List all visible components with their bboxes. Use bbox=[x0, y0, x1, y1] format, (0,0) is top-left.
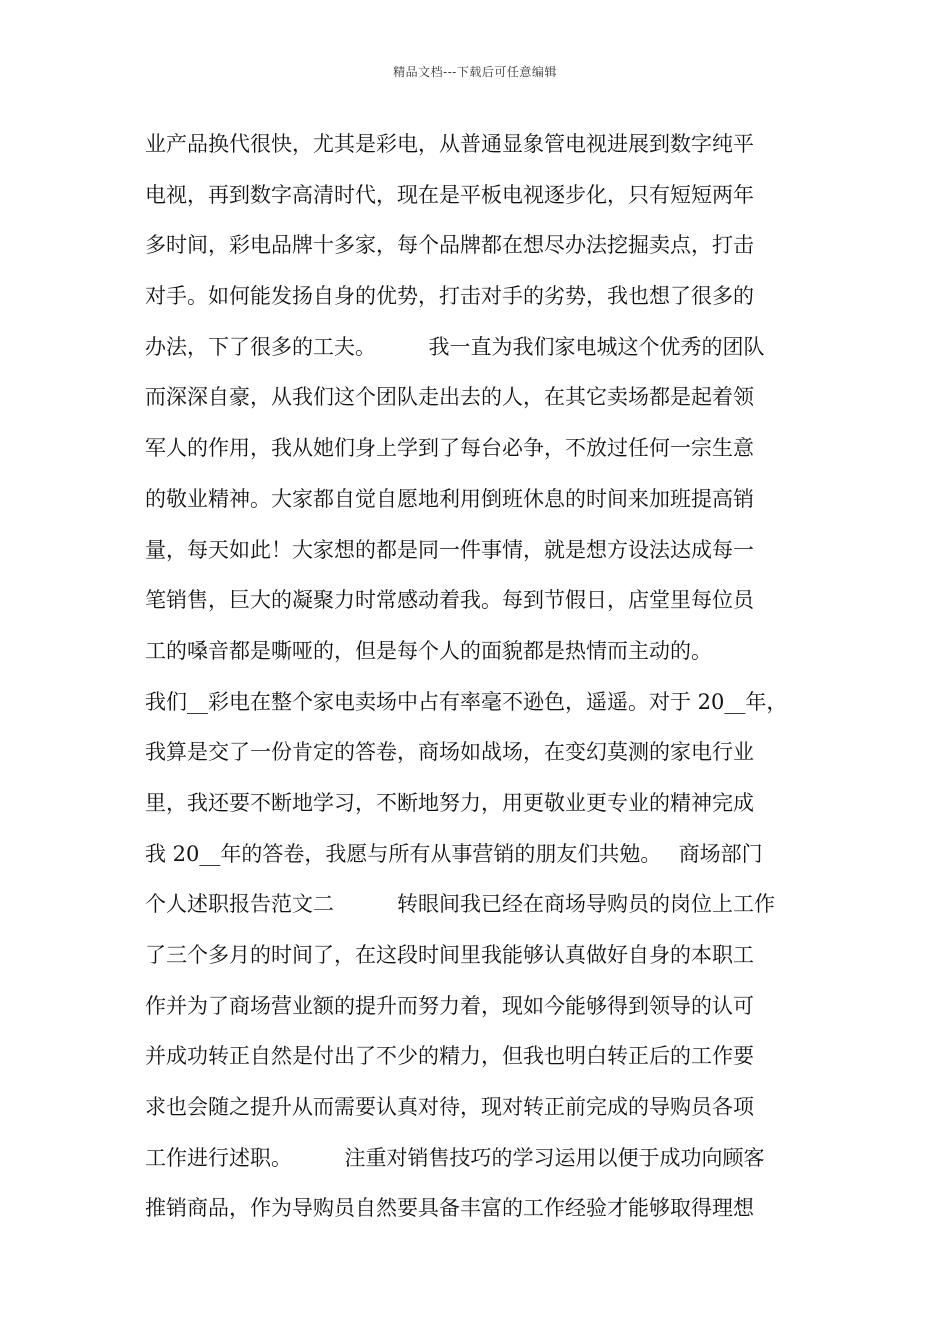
text-line: 求也会随之提升从而需要认真对待，现对转正前完成的导购员各项 bbox=[145, 1095, 754, 1120]
text-line: 我 20__年的答卷，我愿与所有从事营销的朋友们共勉。 商场部门 bbox=[145, 841, 763, 866]
text-line: 业产品换代很快，尤其是彩电，从普通显象管电视进展到数字纯平 bbox=[145, 132, 754, 156]
text-line: 并成功转正自然是付出了不少的精力，但我也明白转正后的工作要 bbox=[145, 1044, 754, 1069]
body-text bbox=[145, 126, 810, 1241]
text-line: 笔销售，巨大的凝聚力时常感动着我。每到节假日，店堂里每位员 bbox=[145, 588, 754, 613]
text-line: 量，每天如此！大家想的都是同一件事情，就是想方设法达成每一 bbox=[145, 537, 754, 562]
text-line: 推销商品，作为导购员自然要具备丰富的工作经验才能够取得理想 bbox=[145, 1196, 754, 1221]
text-line: 而深深自豪，从我们这个团队走出去的人，在其它卖场都是起着领 bbox=[145, 385, 754, 410]
text-line: 的敬业精神。大家都自觉自愿地利用倒班休息的时间来加班提高销 bbox=[145, 486, 754, 511]
text-line: 电视，再到数字高清时代，现在是平板电视逐步化，只有短短两年 bbox=[145, 182, 754, 207]
text-line: 对手。如何能发扬自身的优势，打击对手的劣势，我也想了很多的 bbox=[145, 284, 754, 309]
text-line: 工作进行述职。 注重对销售技巧的学习运用以便于成功向顾客 bbox=[145, 1145, 765, 1170]
text-line: 个人述职报告范文二 转眼间我已经在商场导购员的岗位上工作 bbox=[145, 892, 775, 917]
text-line: 了三个多月的时间了，在这段时间里我能够认真做好自身的本职工 bbox=[145, 943, 754, 967]
text-line: 工的嗓音都是嘶哑的，但是每个人的面貌都是热情而主动的。 bbox=[145, 638, 712, 663]
text-line: 我算是交了一份肯定的答卷，商场如战场，在变幻莫测的家电行业 bbox=[145, 740, 754, 765]
text-line: 我们__彩电在整个家电卖场中占有率毫不逊色，遥遥。对于 20__年， bbox=[145, 689, 788, 714]
text-line: 办法，下了很多的工夫。 我一直为我们家电城这个优秀的团队 bbox=[145, 334, 765, 359]
text-line: 多时间，彩电品牌十多家，每个品牌都在想尽办法挖掘卖点，打击 bbox=[145, 233, 754, 258]
page-header: 精品文档---下载后可任意编辑 bbox=[393, 65, 557, 79]
text-line: 作并为了商场营业额的提升而努力着，现如今能够得到领导的认可 bbox=[145, 993, 754, 1018]
text-line: 里，我还要不断地学习，不断地努力，用更敬业更专业的精神完成 bbox=[145, 790, 754, 815]
text-line: 军人的作用，我从她们身上学到了每台必争，不放过任何一宗生意 bbox=[145, 436, 754, 461]
